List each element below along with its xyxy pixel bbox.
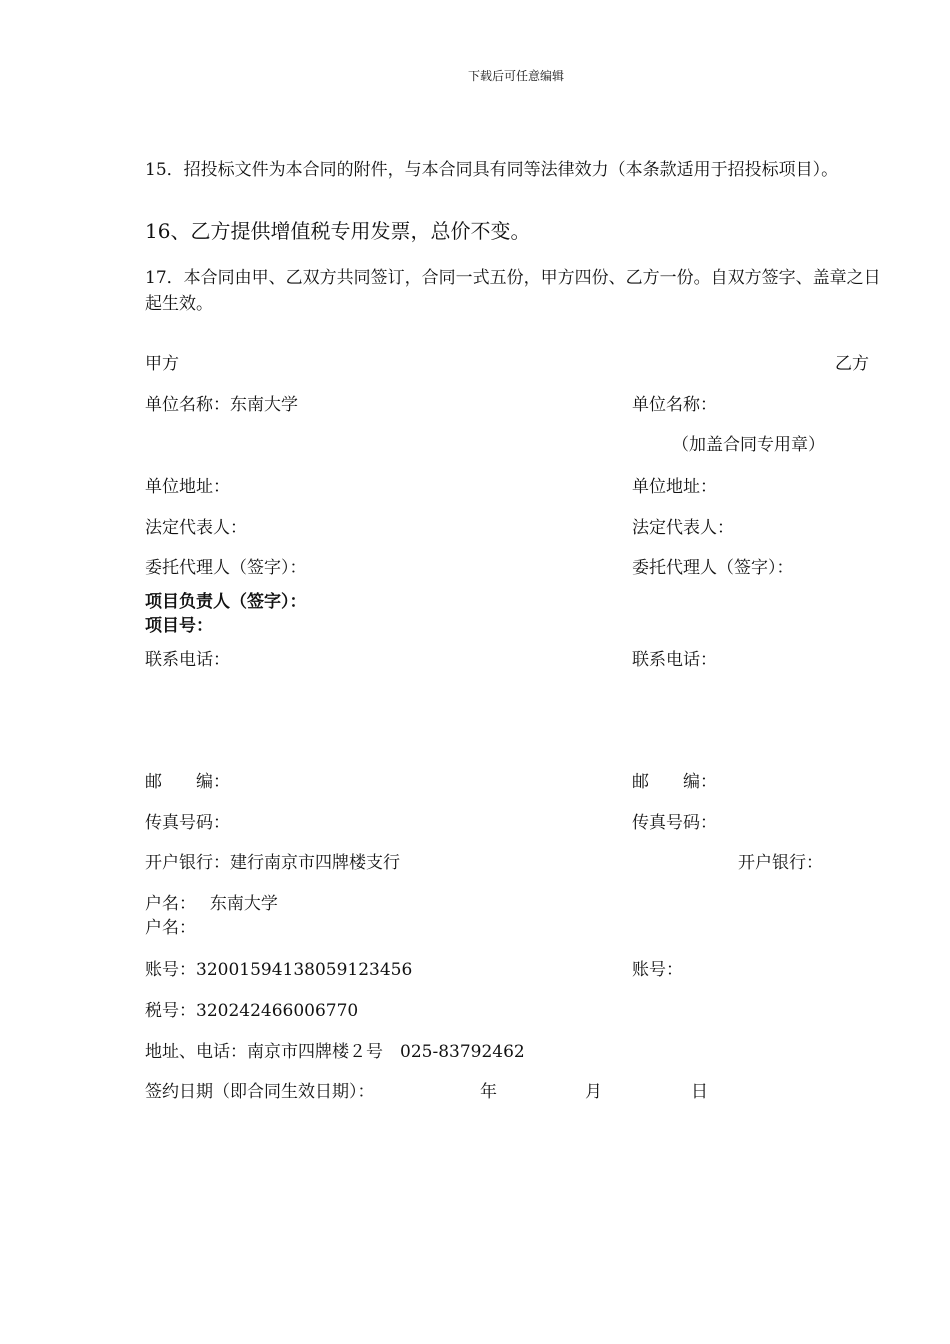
sign-date-day: 日 (691, 1082, 708, 1102)
party-b-account-no: 账号： (632, 960, 683, 980)
party-b-legal-rep: 法定代表人： (632, 518, 734, 538)
party-a-address: 单位地址： (145, 477, 230, 497)
party-a-account-no: 账号：32001594138059123456 (145, 960, 413, 980)
sign-date-year: 年 (480, 1082, 497, 1102)
party-b-address: 单位地址： (632, 477, 717, 497)
party-a-unit-name: 单位名称：东南大学 (145, 395, 298, 415)
clause-16: 16、乙方提供增值税专用发票，总价不变。 (145, 219, 531, 243)
party-a-legal-rep: 法定代表人： (145, 518, 247, 538)
party-b-bank: 开户银行： (738, 853, 823, 873)
clause-15: 15．招投标文件为本合同的附件，与本合同具有同等法律效力（本条款适用于招投标项目）。 (145, 160, 839, 180)
sign-date-month: 月 (585, 1082, 602, 1102)
party-b-agent: 委托代理人（签字）： (632, 558, 794, 578)
party-a-agent: 委托代理人（签字）： (145, 558, 307, 578)
page-header: 下载后可任意编辑 (468, 69, 565, 83)
party-b-title: 乙方 (835, 354, 869, 374)
party-a-tax-no: 税号：320242466006770 (145, 1001, 359, 1021)
party-a-bank: 开户银行：建行南京市四牌楼支行 (145, 853, 400, 873)
party-b-fax: 传真号码： (632, 813, 717, 833)
party-a-postcode: 邮 编： (145, 772, 230, 792)
party-a-project-no: 项目号： (145, 616, 213, 636)
clause-17: 17．本合同由甲、乙双方共同签订，合同一式五份，甲方四份、乙方一份。自双方签字、盖章之日起生效。 (145, 268, 881, 314)
party-a-title: 甲方 (145, 354, 179, 374)
party-a-project-lead: 项目负责人（签字）： (145, 592, 307, 612)
party-b-seal-note: （加盖合同专用章） (672, 435, 825, 455)
party-a-account-name: 户名： 东南大学 (145, 894, 278, 914)
party-b-phone: 联系电话： (632, 650, 717, 670)
sign-date-label: 签约日期（即合同生效日期）： (145, 1082, 375, 1102)
party-a-phone: 联系电话： (145, 650, 230, 670)
party-a-addr-phone: 地址、电话：南京市四牌楼２号 025-83792462 (145, 1042, 525, 1062)
party-b-unit-name: 单位名称： (632, 395, 717, 415)
party-b-account-name: 户名： (145, 918, 196, 938)
party-a-fax: 传真号码： (145, 813, 230, 833)
party-b-postcode: 邮 编： (632, 772, 717, 792)
